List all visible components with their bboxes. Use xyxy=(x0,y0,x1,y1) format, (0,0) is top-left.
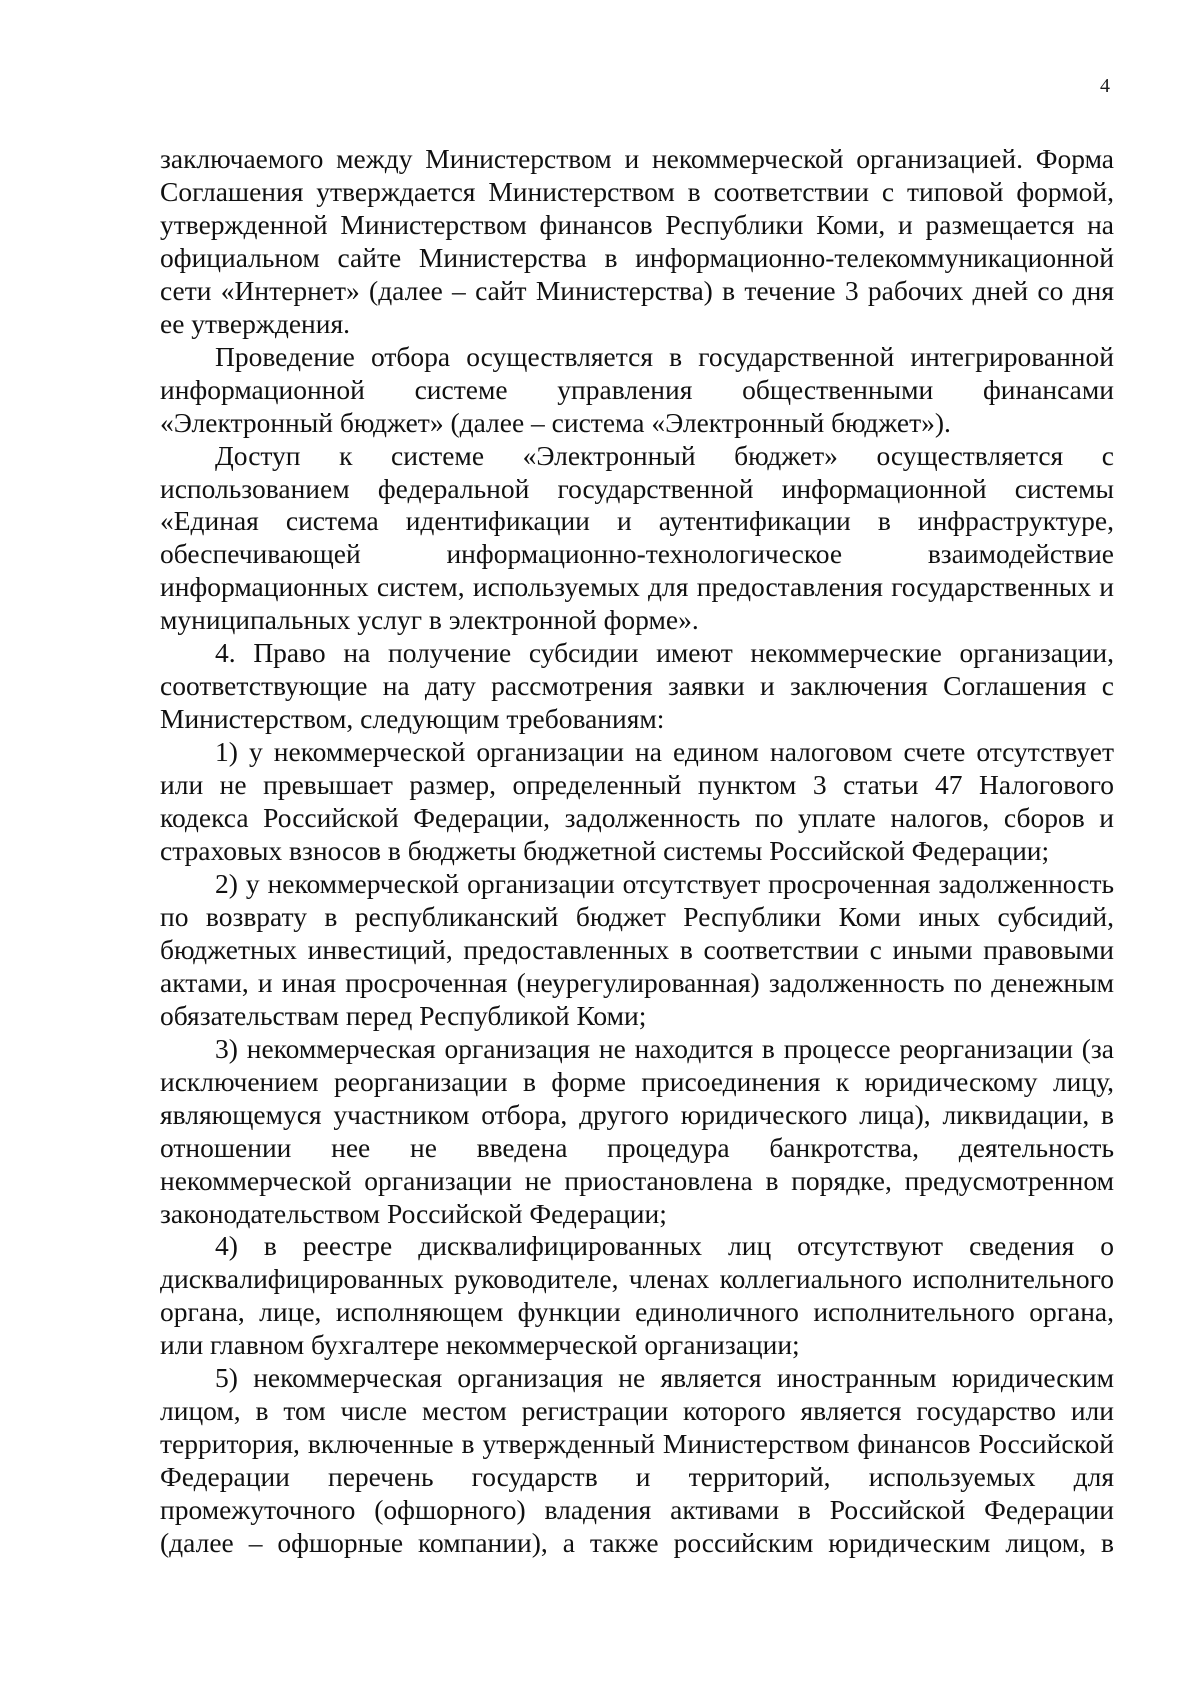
paragraph-selection-system: Проведение отбора осуществляется в государственной интегрированной информационной системе управления общественными финансами «Электронный бюджет» (далее – система «Электронный бюджет»). xyxy=(160,340,1114,438)
page-number: 4 xyxy=(1100,75,1110,97)
paragraph-requirement-2: 2) у некоммерческой организации отсутствует просроченная задолженность по возврату в республиканский бюджет Республики Коми иных субсидий, бюджетных инвестиций, предоставленных в соответствии с иными правовыми актами, и иная просроченная (неурегулированная) задолженность по денежным обязательствам перед Республикой Коми; xyxy=(160,867,1114,1031)
paragraph-requirement-4: 4) в реестре дисквалифицированных лиц отсутствуют сведения о дисквалифицированных руководителе, членах коллегиального исполнительного органа, лице, исполняющем функции единоличного исполнительного органа, или главном бухгалтере некоммерческой организации; xyxy=(160,1230,1114,1361)
paragraph-requirement-3: 3) некоммерческая организация не находится в процессе реорганизации (за исключением реорганизации в форме присоединения к юридическому лицу, являющемуся участником отбора, другого юридического лица), ликвидации, в отношении нее не введена процедура банкротства, деятельность некоммерческой организации не приостановлена в порядке, предусмотренном законодательством Российской Федерации; xyxy=(160,1032,1114,1229)
paragraph-access: Доступ к системе «Электронный бюджет» осуществляется с использованием федеральной государственной информационной системы «Единая система идентификации и аутентификации в инфраструктуре, обеспечивающей информационно-технологическое взаимодействие информационных систем, используемых для предоставления государственных и муниципальных услуг в электронной форме». xyxy=(160,439,1114,636)
paragraph-continuation: заключаемого между Министерством и некоммерческой организацией. Форма Соглашения утверждается Министерством в соответствии с типовой формой, утвержденной Министерством финансов Республики Коми, и размещается на официальном сайте Министерства в информационно-телекоммуникационной сети «Интернет» (далее – сайт Министерства) в течение 3 рабочих дней со дня ее утверждения. xyxy=(160,143,1114,339)
paragraph-clause-4: 4. Право на получение субсидии имеют некоммерческие организации, соответствующие на дату рассмотрения заявки и заключения Соглашения с Министерством, следующим требованиям: xyxy=(160,637,1114,735)
paragraph-requirement-1: 1) у некоммерческой организации на едином налоговом счете отсутствует или не превышает размер, определенный пунктом 3 статьи 47 Налогового кодекса Российской Федерации, задолженность по уплате налогов, сборов и страховых взносов в бюджеты бюджетной системы Российской Федерации; xyxy=(160,736,1114,867)
paragraph-requirement-5: 5) некоммерческая организация не является иностранным юридическим лицом, в том числе местом регистрации которого является государство или территория, включенные в утвержденный Министерством финансов Российской Федерации перечень государств и территорий, используемых для промежуточного (офшорного) владения активами в Российской Федерации (далее – офшорные компании), а также российским юридическим лицом, в xyxy=(160,1362,1114,1559)
document-body xyxy=(160,143,1114,1560)
